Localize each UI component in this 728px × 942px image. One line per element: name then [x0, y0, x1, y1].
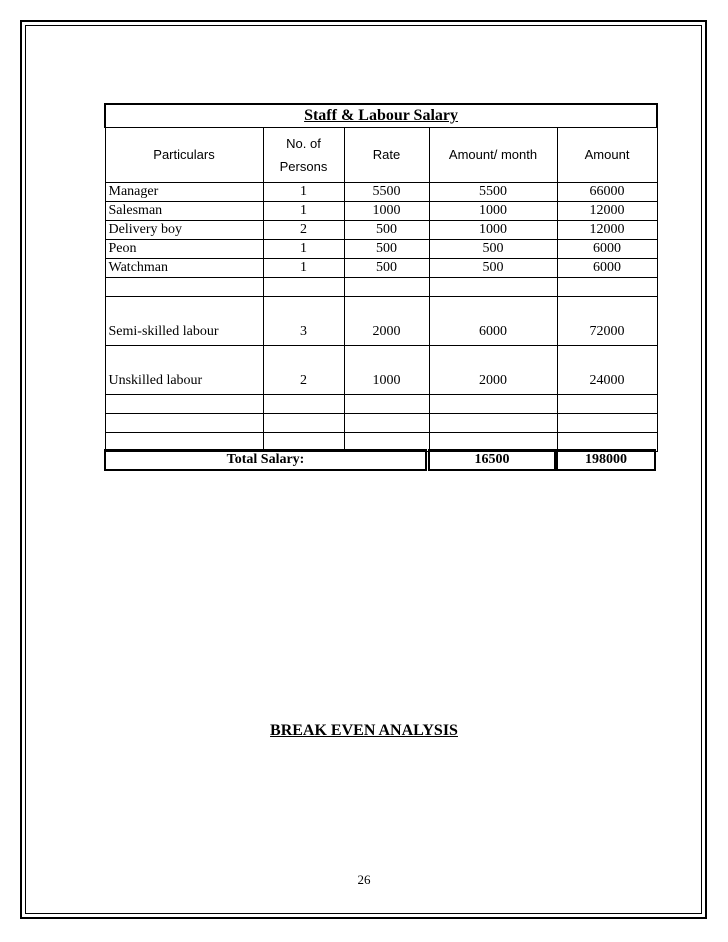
cell-persons: 1 — [263, 201, 344, 220]
cell-rate: 1000 — [344, 345, 429, 394]
total-row — [104, 449, 656, 471]
header-amount-month: Amount/ month — [429, 127, 557, 182]
header-persons-line2: Persons — [279, 158, 328, 174]
table-row — [105, 220, 657, 239]
total-amount: 198000 — [556, 449, 656, 471]
table-row — [105, 182, 657, 201]
cell-particulars: Delivery boy — [105, 220, 263, 239]
header-rate: Rate — [344, 127, 429, 182]
cell-persons: 2 — [263, 220, 344, 239]
cell-particulars: Unskilled labour — [105, 345, 263, 394]
cell-amount: 66000 — [557, 182, 657, 201]
table-header-row — [105, 127, 657, 182]
cell-persons: 1 — [263, 182, 344, 201]
cell-rate: 500 — [344, 258, 429, 277]
salary-table — [104, 103, 656, 452]
cell-amount-month: 5500 — [429, 182, 557, 201]
header-persons-line1: No. of — [286, 135, 321, 151]
cell-particulars: Watchman — [105, 258, 263, 277]
table-row — [105, 345, 657, 394]
table-row — [105, 239, 657, 258]
cell-amount: 6000 — [557, 258, 657, 277]
cell-amount: 72000 — [557, 296, 657, 345]
cell-particulars: Peon — [105, 239, 263, 258]
header-particulars: Particulars — [105, 127, 263, 182]
table-row — [105, 201, 657, 220]
cell-rate: 500 — [344, 239, 429, 258]
table-row — [105, 296, 657, 345]
total-label: Total Salary: — [104, 449, 427, 471]
cell-amount: 24000 — [557, 345, 657, 394]
cell-amount-month: 1000 — [429, 220, 557, 239]
total-amount-month: 16500 — [428, 449, 556, 471]
cell-amount-month: 2000 — [429, 345, 557, 394]
cell-rate: 2000 — [344, 296, 429, 345]
page-number: 26 — [357, 872, 371, 887]
cell-amount: 12000 — [557, 220, 657, 239]
section-heading: BREAK EVEN ANALYSIS — [270, 722, 458, 739]
cell-rate: 5500 — [344, 182, 429, 201]
cell-persons: 3 — [263, 296, 344, 345]
cell-persons: 1 — [263, 258, 344, 277]
cell-particulars: Salesman — [105, 201, 263, 220]
header-amount: Amount — [557, 127, 657, 182]
cell-particulars: Manager — [105, 182, 263, 201]
table-title: Staff & Labour Salary — [105, 104, 657, 127]
empty-row — [105, 277, 657, 296]
header-persons — [263, 127, 344, 182]
cell-persons: 1 — [263, 239, 344, 258]
cell-amount: 6000 — [557, 239, 657, 258]
table-row — [105, 258, 657, 277]
table-title-row — [105, 104, 657, 127]
cell-rate: 500 — [344, 220, 429, 239]
empty-row — [105, 413, 657, 432]
cell-amount-month: 1000 — [429, 201, 557, 220]
cell-amount-month: 6000 — [429, 296, 557, 345]
cell-amount-month: 500 — [429, 258, 557, 277]
cell-persons: 2 — [263, 345, 344, 394]
empty-row — [105, 394, 657, 413]
cell-particulars: Semi-skilled labour — [105, 296, 263, 345]
cell-rate: 1000 — [344, 201, 429, 220]
cell-amount: 12000 — [557, 201, 657, 220]
cell-amount-month: 500 — [429, 239, 557, 258]
